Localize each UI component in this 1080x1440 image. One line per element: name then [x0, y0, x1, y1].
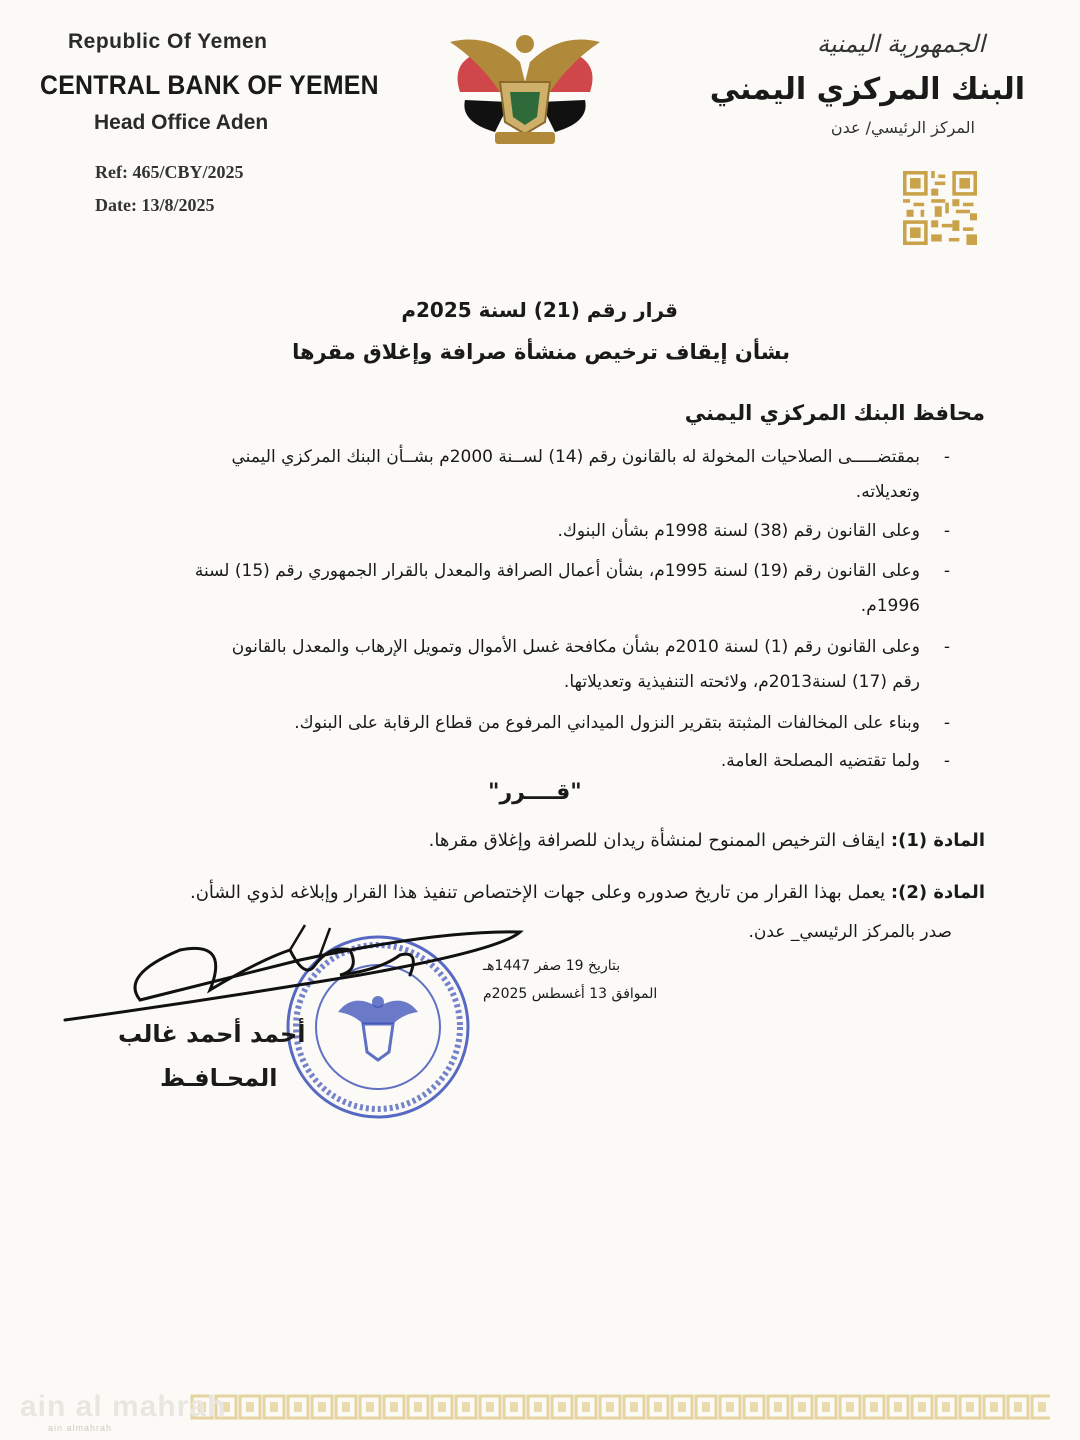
decision-subject-title: بشأن إيقاف ترخيص منشأة صرافة وإغلاق مقرها [292, 340, 790, 364]
list-item [120, 628, 950, 666]
list-item-continuation: 1996م. [860, 596, 920, 616]
list-item [120, 552, 950, 590]
issued-at: صدر بالمركز الرئيسي_ عدن. [748, 922, 952, 942]
list-item-text: بمقتضـــــى الصلاحيات المخولة له بالقانون رقم (14) لســنة 2000م بشــأن البنك المركزي اليمني [231, 447, 920, 467]
governor-name: أحمد أحمد غالب [118, 1020, 306, 1048]
hijri-date: بتاريخ 19 صفر 1447هـ [483, 958, 621, 974]
article-1-label: المادة (1): [890, 830, 985, 851]
article-2-label: المادة (2): [890, 882, 985, 903]
en-bank-name: CENTRAL BANK OF YEMEN [40, 70, 379, 100]
ar-head-office: المركز الرئيسي/ عدن [830, 118, 975, 137]
ar-republic-heading: الجمهورية اليمنية [816, 30, 985, 58]
en-head-office: Head Office Aden [94, 111, 269, 134]
list-item-text: وبناء على المخالفات المثبتة بتقرير النزول الميداني المرفوع من قطاع الرقابة على البنوك. [294, 713, 920, 733]
decided-heading: "قــــرر" [488, 780, 582, 805]
list-item-text: وعلى القانون رقم (19) لسنة 1995م، بشأن أعمال الصرافة والمعدل بالقرار الجمهوري رقم (15) لسنة [194, 561, 920, 581]
list-dash: - [943, 713, 950, 733]
list-item-continuation: وتعديلاته. [855, 482, 920, 502]
article-2-text: يعمل بهذا القرار من تاريخ صدوره وعلى جهات الإختصاص تنفيذ هذا القرار وإبلاغه لذوي الشأن. [189, 882, 891, 903]
list-dash: - [943, 751, 950, 771]
list-dash: - [943, 561, 950, 581]
governor-title: المحـافـظ [160, 1064, 278, 1092]
watermark-subtext: ain almahrah [48, 1423, 113, 1433]
document-date: Date: 13/8/2025 [95, 195, 215, 215]
ar-bank-name: البنك المركزي اليمني [709, 72, 1025, 107]
yemen-eagle-emblem-icon [440, 22, 610, 157]
list-item [120, 512, 950, 550]
list-item-continuation: رقم (17) لسنة2013م، ولائحته التنفيذية وتعديلاتها. [563, 672, 920, 692]
gregorian-date: الموافق 13 أغسطس 2025م [483, 986, 658, 1002]
reference-number: Ref: 465/CBY/2025 [95, 162, 244, 182]
list-item [120, 438, 950, 476]
list-item-text: وعلى القانون رقم (38) لسنة 1998م بشأن البنوك. [557, 521, 920, 541]
governor-heading: محافظ البنك المركزي اليمني [684, 401, 985, 425]
decision-number-title: قرار رقم (21) لسنة 2025م [401, 298, 678, 322]
list-item [120, 742, 950, 780]
footer-ornament-band [190, 1392, 1050, 1422]
en-republic-heading: Republic Of Yemen [68, 30, 268, 53]
list-item [120, 704, 950, 742]
article-1 [429, 830, 985, 851]
list-dash: - [943, 447, 950, 467]
list-item-text: وعلى القانون رقم (1) لسنة 2010م بشأن مكافحة غسل الأموال وتمويل الإرهاب والمعدل بالقانون [231, 637, 920, 657]
article-1-text: ايقاف الترخيص الممنوح لمنشأة ريدان للصرافة وإغلاق مقرها. [428, 830, 891, 851]
list-dash: - [943, 637, 950, 657]
article-2 [190, 882, 985, 903]
list-item-text: ولما تقتضيه المصلحة العامة. [720, 751, 920, 771]
watermark-logo: ain al mahrah [20, 1390, 227, 1423]
list-dash: - [943, 521, 950, 541]
qr-code-icon [903, 171, 977, 245]
